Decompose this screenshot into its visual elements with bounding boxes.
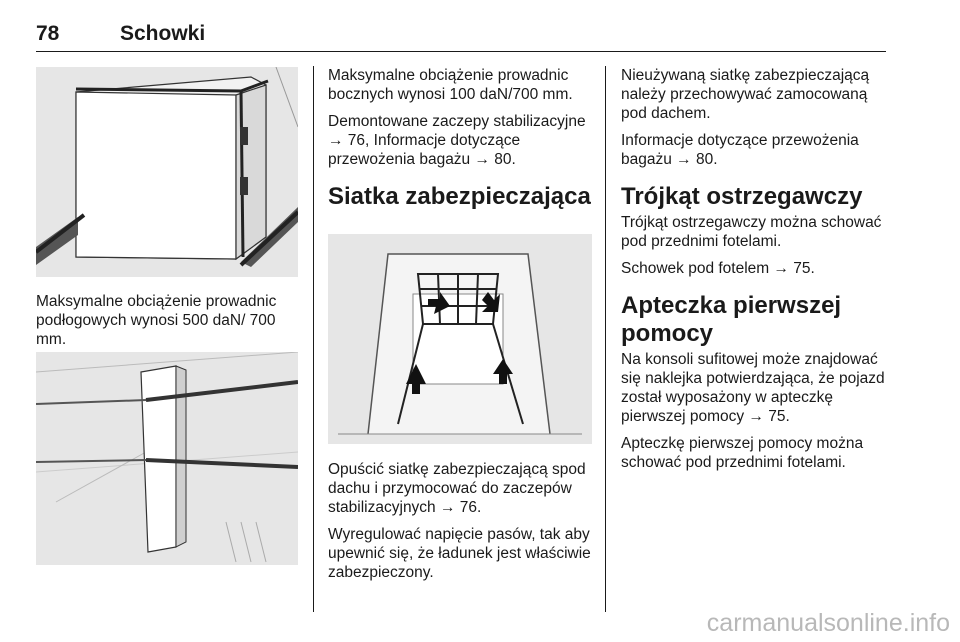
paragraph-store-net: Nieużywaną siatkę zabezpieczającą należy przechowywać zamocowaną pod dachem. — [621, 67, 870, 122]
heading-first-aid-kit: Apteczka pierwszej pomocy — [621, 292, 842, 347]
page-number: 78 — [36, 22, 60, 45]
caption-floor-rails: Maksymalne obciążenie prowadnic podłogowych wynosi 500 daN/ 700 mm. — [36, 293, 277, 348]
paragraph-warning-triangle: Trójkąt ostrzegawczy można schować pod przednimi fotelami. — [621, 214, 882, 250]
paragraph-lower-net: Opuścić siatkę zabezpieczającą spod dachu i przymocować do zaczepów stabilizacyjnych → 76. — [328, 461, 586, 516]
column-divider-1 — [313, 66, 314, 612]
watermark: carmanualsonline.info — [706, 609, 950, 637]
heading-warning-triangle: Trójkąt ostrzegawczy — [621, 183, 863, 210]
paragraph-first-aid-storage: Apteczkę pierwszej pomocy można schować pod przednimi fotelami. — [621, 435, 864, 471]
paragraph-removable-anchors: Demontowane zaczepy stabilizacyjne → 76, Informacje dotyczące przewożenia bagażu → 80. — [328, 113, 586, 168]
paragraph-side-rail-load: Maksymalne obciążenie prowadnic bocznych wynosi 100 daN/700 mm. — [328, 67, 573, 103]
illustration-floor-rails-cargo — [36, 67, 298, 277]
paragraph-adjust-straps: Wyregulować napięcie pasów, tak aby upewnić się, że ładunek jest właściwie zabezpieczony. — [328, 526, 591, 581]
paragraph-seat-storage: Schowek pod fotelem → 75. — [621, 260, 815, 277]
column-1-text — [36, 292, 294, 357]
illustration-safety-net — [328, 234, 592, 444]
illustration-side-rails-cargo — [36, 352, 298, 565]
page-header — [36, 22, 886, 52]
section-title: Schowki — [120, 22, 206, 45]
paragraph-cargo-info: Informacje dotyczące przewożenia bagażu → 80. — [621, 132, 859, 168]
column-2-text-top — [328, 66, 596, 211]
column-3-text — [621, 66, 893, 480]
column-divider-2 — [605, 66, 606, 612]
heading-safety-net: Siatka zabezpieczająca — [328, 183, 591, 210]
header-divider — [36, 51, 886, 52]
paragraph-first-aid-sticker: Na konsoli sufitowej może znajdować się naklejka potwierdzająca, że pojazd został wyposażony w apteczkę pierwszej pomocy → 75. — [621, 351, 885, 425]
column-2-text-bottom — [328, 460, 596, 590]
